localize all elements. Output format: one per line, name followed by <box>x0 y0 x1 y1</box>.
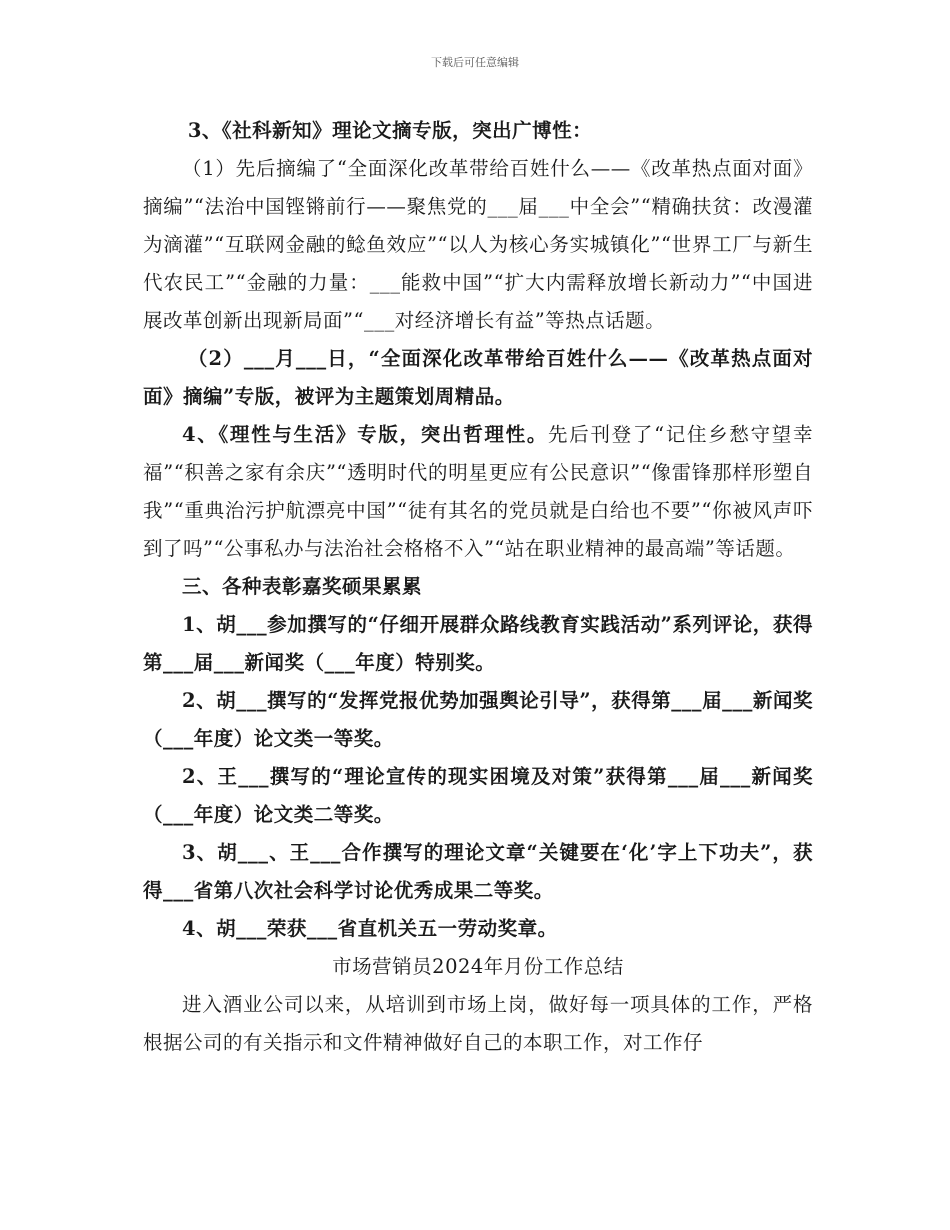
heading-social-science-digest: 3、《社科新知》理论文摘专版，突出广博性： <box>187 119 593 142</box>
document-body <box>143 112 813 1062</box>
paragraph-digest-topics: （1）先后摘编了“全面深化改革带给百姓什么——《改革热点面对面》摘编”“法治中国铿锵前行——聚焦党的___届___中全会”“精确扶贫：改漫灌为滴灌”“互联网金融的鲶鱼效应”“以人为核心务实城镇化”“世界工厂与新生代农民工”“金融的力量：___能救中国”“扩大内需释放增长新动力”“中国进展改革创新出现新局面”“___对经济增长有益”等热点话题。 <box>143 157 813 332</box>
heading-awards: 三、各种表彰嘉奖硕果累累 <box>182 575 423 598</box>
award-item-2: 2、胡___撰写的“发挥党报优势加强舆论引导”，获得第___届___新闻奖（___年度）论文类一等奖。 <box>143 689 813 750</box>
award-item-4: 3、胡___、王___合作撰写的理论文章“关键要在‘化’字上下功夫”，获得___省第八次社会科学讨论优秀成果二等奖。 <box>143 841 813 902</box>
paragraph-closing: 进入酒业公司以来，从培训到市场上岗，做好每一项具体的工作，严格根据公司的有关指示和文件精神做好自己的本职工作，对工作仔 <box>143 993 813 1054</box>
section-title: 市场营销员2024年月份工作总结 <box>332 955 624 978</box>
page-header-note: 下载后可任意编辑 <box>431 56 519 69</box>
award-item-1: 1、胡___参加撰写的“仔细开展群众路线教育实践活动”系列评论，获得第___届___新闻奖（___年度）特别奖。 <box>143 613 813 674</box>
paragraph-reason-and-life <box>143 416 813 568</box>
award-item-3: 2、王___撰写的“理论宣传的现实困境及对策”获得第___届___新闻奖（___年度）论文类二等奖。 <box>143 765 813 826</box>
award-item-5: 4、胡___荣获___省直机关五一劳动奖章。 <box>182 917 558 940</box>
paragraph-digest-award: （2）___月___日，“全面深化改革带给百姓什么——《改革热点面对面》摘编”专版，被评为主题策划周精品。 <box>143 347 813 408</box>
reason-and-life-body: 先后刊登了“记住乡愁守望幸福”“积善之家有余庆”“透明时代的明星更应有公民意识”“像雷锋那样形塑自我”“重典治污护航漂亮中国”“徒有其名的党员就是白给也不要”“你被风声吓到了吗”“公事私办与法治社会格格不入”“站在职业精神的最高端”等话题。 <box>143 423 813 560</box>
reason-and-life-lead: 4、《理性与生活》专版，突出哲理性。 <box>182 423 549 446</box>
